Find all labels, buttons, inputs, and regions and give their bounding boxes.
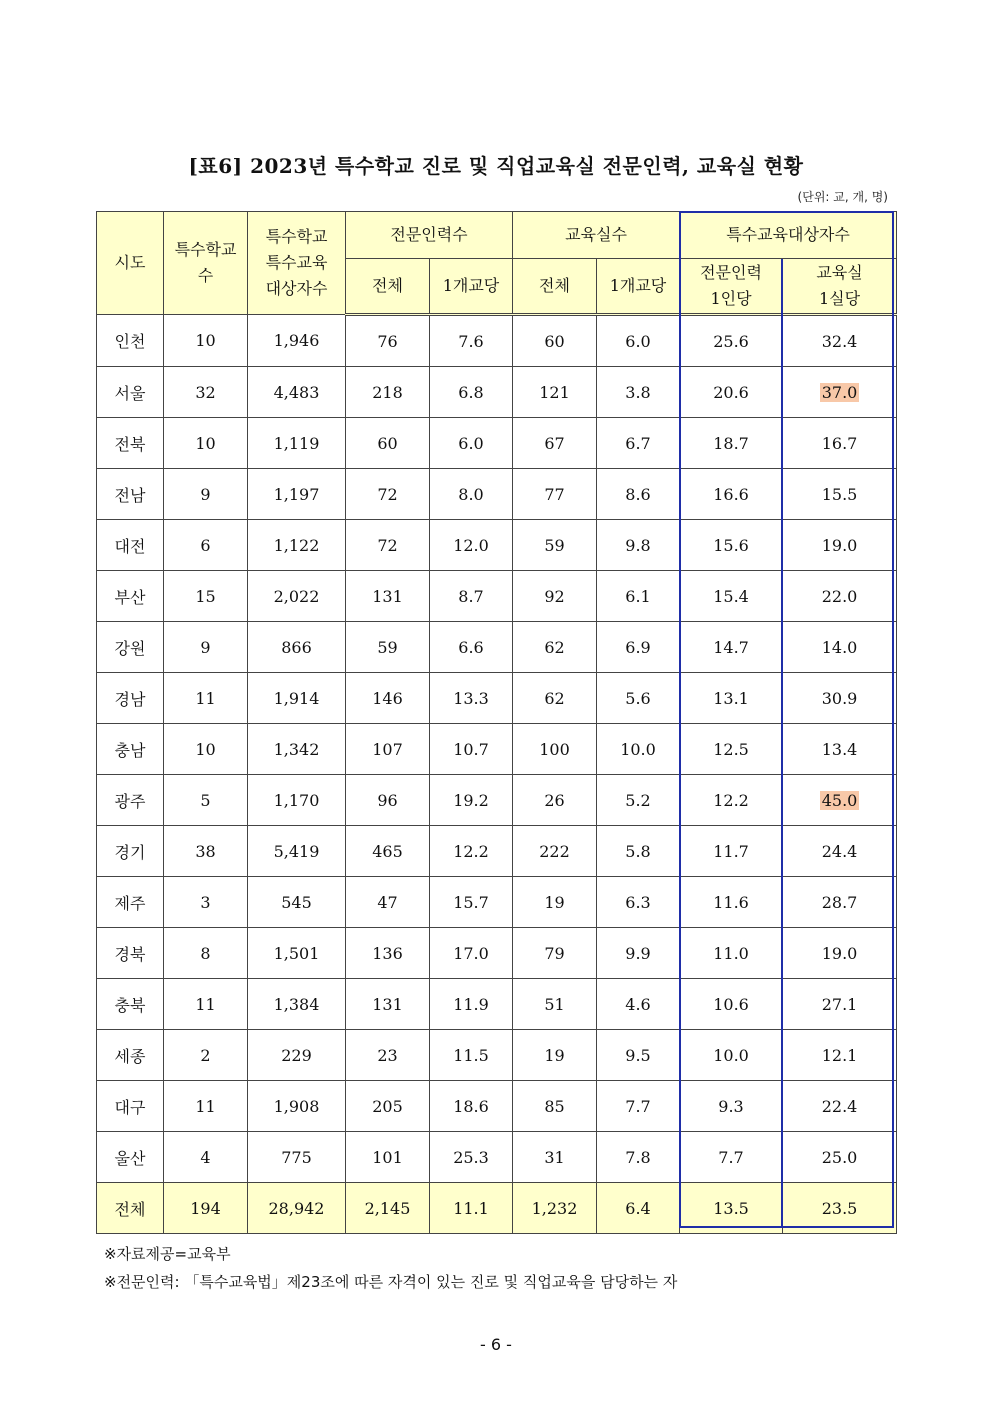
- table-cell: 1,232: [513, 1183, 597, 1234]
- table-cell: 9: [164, 622, 248, 673]
- unit-label: (단위: 교, 개, 명): [797, 190, 888, 204]
- table-cell: 60: [346, 418, 430, 469]
- table-cell: 울산: [97, 1132, 164, 1183]
- table-cell: 5.2: [597, 775, 680, 826]
- table-cell: 8.0: [430, 469, 513, 520]
- table-cell: 16.6: [680, 469, 783, 520]
- table-row: [97, 775, 897, 826]
- notes: [104, 1240, 677, 1296]
- table-cell: 10: [164, 724, 248, 775]
- table-cell: 전남: [97, 469, 164, 520]
- table-cell: 28,942: [248, 1183, 346, 1234]
- table-cell: 205: [346, 1081, 430, 1132]
- table-cell: 465: [346, 826, 430, 877]
- table-cell: 22.0: [783, 571, 897, 622]
- table-cell: 60: [513, 315, 597, 367]
- table-cell: 광주: [97, 775, 164, 826]
- table-cell: 대구: [97, 1081, 164, 1132]
- table-cell: 1,501: [248, 928, 346, 979]
- table-row: [97, 571, 897, 622]
- table-cell: 6.9: [597, 622, 680, 673]
- table-cell: 92: [513, 571, 597, 622]
- table-row: [97, 673, 897, 724]
- table-body: [97, 315, 897, 1234]
- table-row: [97, 315, 897, 367]
- header-region: 시도: [97, 212, 164, 315]
- table-cell: 5: [164, 775, 248, 826]
- table-cell: 충남: [97, 724, 164, 775]
- table-cell: 59: [513, 520, 597, 571]
- table-cell: 7.8: [597, 1132, 680, 1183]
- table-cell: 31: [513, 1132, 597, 1183]
- table-cell: 28.7: [783, 877, 897, 928]
- table-cell: 6.1: [597, 571, 680, 622]
- table-cell: 12.5: [680, 724, 783, 775]
- table-cell: 6.4: [597, 1183, 680, 1234]
- stats-table-container: [96, 211, 896, 1234]
- table-cell: 72: [346, 469, 430, 520]
- table-cell: [783, 367, 897, 418]
- table-cell: 25.0: [783, 1132, 897, 1183]
- table-cell: 10.7: [430, 724, 513, 775]
- table-cell: 11.6: [680, 877, 783, 928]
- table-cell: 6: [164, 520, 248, 571]
- table-cell: 6.0: [597, 315, 680, 367]
- table-cell: 26: [513, 775, 597, 826]
- table-cell: 146: [346, 673, 430, 724]
- table-cell: 866: [248, 622, 346, 673]
- table-cell: 11: [164, 673, 248, 724]
- table-cell: 15: [164, 571, 248, 622]
- table-cell: 23: [346, 1030, 430, 1081]
- table-cell: 13.1: [680, 673, 783, 724]
- table-cell: 15.4: [680, 571, 783, 622]
- table-row: [97, 622, 897, 673]
- table-cell: 13.3: [430, 673, 513, 724]
- table-cell: 12.2: [680, 775, 783, 826]
- table-cell: 20.6: [680, 367, 783, 418]
- table-cell: 9.9: [597, 928, 680, 979]
- table-cell: 131: [346, 571, 430, 622]
- table-cell: 1,342: [248, 724, 346, 775]
- table-cell: 30.9: [783, 673, 897, 724]
- table-cell: 19.2: [430, 775, 513, 826]
- header-school-count: [164, 212, 248, 315]
- table-cell: 13.5: [680, 1183, 783, 1234]
- table-cell: 5,419: [248, 826, 346, 877]
- header-per-staff: [680, 259, 783, 315]
- table-cell: 8: [164, 928, 248, 979]
- table-cell: 101: [346, 1132, 430, 1183]
- header-room-total: 전체: [513, 259, 597, 315]
- table-cell: 775: [248, 1132, 346, 1183]
- table-cell: 강원: [97, 622, 164, 673]
- table-cell: 19: [513, 877, 597, 928]
- table-cell: 11: [164, 979, 248, 1030]
- table-cell: 72: [346, 520, 430, 571]
- table-cell: 96: [346, 775, 430, 826]
- table-row: [97, 418, 897, 469]
- table-cell: 9: [164, 469, 248, 520]
- table-row: [97, 979, 897, 1030]
- header-room-group: 교육실수: [513, 212, 680, 259]
- table-cell: 14.7: [680, 622, 783, 673]
- table-cell: 107: [346, 724, 430, 775]
- table-cell: 6.3: [597, 877, 680, 928]
- table-cell: 3.8: [597, 367, 680, 418]
- table-cell: 32.4: [783, 315, 897, 367]
- table-cell: 32: [164, 367, 248, 418]
- table-cell: 76: [346, 315, 430, 367]
- header-school-count-text: 특수학교수: [174, 240, 237, 285]
- table-cell: 세종: [97, 1030, 164, 1081]
- table-cell: 18.7: [680, 418, 783, 469]
- table-cell: 1,197: [248, 469, 346, 520]
- note-source: ※자료제공=교육부: [104, 1245, 231, 1263]
- table-cell: 7.7: [680, 1132, 783, 1183]
- table-cell: 12.2: [430, 826, 513, 877]
- table-cell: 77: [513, 469, 597, 520]
- table-cell: 11.1: [430, 1183, 513, 1234]
- table-cell: 16.7: [783, 418, 897, 469]
- table-cell: 100: [513, 724, 597, 775]
- table-cell: 24.4: [783, 826, 897, 877]
- table-cell: 4.6: [597, 979, 680, 1030]
- table-cell: 85: [513, 1081, 597, 1132]
- table-row: [97, 1081, 897, 1132]
- table-cell: 전체: [97, 1183, 164, 1234]
- table-cell: 19.0: [783, 928, 897, 979]
- table-cell: 12.1: [783, 1030, 897, 1081]
- table-cell: 62: [513, 622, 597, 673]
- table-row: [97, 469, 897, 520]
- table-cell: 11.0: [680, 928, 783, 979]
- table-cell: 14.0: [783, 622, 897, 673]
- table-cell: 부산: [97, 571, 164, 622]
- table-cell: 27.1: [783, 979, 897, 1030]
- header-ratio-group: 특수교육대상자수: [680, 212, 897, 259]
- table-cell: 대전: [97, 520, 164, 571]
- table-cell: 218: [346, 367, 430, 418]
- table-cell: 136: [346, 928, 430, 979]
- highlighted-value: 45.0: [821, 790, 858, 810]
- table-cell: 79: [513, 928, 597, 979]
- table-cell: 1,908: [248, 1081, 346, 1132]
- table-cell: 194: [164, 1183, 248, 1234]
- table-cell: 9.3: [680, 1081, 783, 1132]
- table-cell: 제주: [97, 877, 164, 928]
- table-row: [97, 928, 897, 979]
- table-cell: 18.6: [430, 1081, 513, 1132]
- header-students: [248, 212, 346, 315]
- table-cell: 19.0: [783, 520, 897, 571]
- table-cell: 10.0: [597, 724, 680, 775]
- page-title: [표6] 2023년 특수학교 진로 및 직업교육실 전문인력, 교육실 현황: [188, 154, 804, 178]
- table-cell: 15.6: [680, 520, 783, 571]
- table-cell: 25.6: [680, 315, 783, 367]
- header-per-room: [783, 259, 897, 315]
- table-cell: 7.6: [430, 315, 513, 367]
- table-cell: 1,170: [248, 775, 346, 826]
- table-cell: 19: [513, 1030, 597, 1081]
- table-cell: 11.7: [680, 826, 783, 877]
- table-cell: 15.7: [430, 877, 513, 928]
- table-cell: 6.6: [430, 622, 513, 673]
- table-cell: 7.7: [597, 1081, 680, 1132]
- note-definition: ※전문인력: 「특수교육법」제23조에 따른 자격이 있는 진로 및 직업교육을 담당하는 자: [104, 1273, 678, 1291]
- header-room-per-school: 1개교당: [597, 259, 680, 315]
- table-cell: 38: [164, 826, 248, 877]
- table-cell: 10.0: [680, 1030, 783, 1081]
- table-cell: 59: [346, 622, 430, 673]
- table-cell: 경남: [97, 673, 164, 724]
- table-cell: 2: [164, 1030, 248, 1081]
- table-row: [97, 520, 897, 571]
- table-cell: 6.7: [597, 418, 680, 469]
- table-cell: 6.0: [430, 418, 513, 469]
- table-cell: 2,022: [248, 571, 346, 622]
- table-cell: 222: [513, 826, 597, 877]
- table-cell: 62: [513, 673, 597, 724]
- table-cell: 인천: [97, 315, 164, 367]
- table-cell: 47: [346, 877, 430, 928]
- table-cell: [783, 775, 897, 826]
- table-cell: 1,384: [248, 979, 346, 1030]
- table-cell: 11.9: [430, 979, 513, 1030]
- table-row: [97, 1030, 897, 1081]
- table-cell: 6.8: [430, 367, 513, 418]
- table-cell: 4,483: [248, 367, 346, 418]
- table-cell: 67: [513, 418, 597, 469]
- table-cell: 545: [248, 877, 346, 928]
- table-cell: 9.8: [597, 520, 680, 571]
- table-cell: 131: [346, 979, 430, 1030]
- table-cell: 1,914: [248, 673, 346, 724]
- table-total-row: [97, 1183, 897, 1234]
- table-cell: 충북: [97, 979, 164, 1030]
- table-row: [97, 1132, 897, 1183]
- header-students-text: 특수학교특수교육대상자수: [265, 227, 328, 298]
- table-cell: 1,119: [248, 418, 346, 469]
- table-cell: 12.0: [430, 520, 513, 571]
- table-cell: 22.4: [783, 1081, 897, 1132]
- page-number: - 6 -: [480, 1335, 512, 1354]
- table-cell: 전북: [97, 418, 164, 469]
- table-cell: 23.5: [783, 1183, 897, 1234]
- table-cell: 5.8: [597, 826, 680, 877]
- table-cell: 121: [513, 367, 597, 418]
- table-row: [97, 724, 897, 775]
- table-cell: 15.5: [783, 469, 897, 520]
- table-cell: 10.6: [680, 979, 783, 1030]
- table-cell: 8.6: [597, 469, 680, 520]
- table-cell: 2,145: [346, 1183, 430, 1234]
- stats-table: [96, 211, 897, 1234]
- table-cell: 10: [164, 315, 248, 367]
- table-cell: 1,122: [248, 520, 346, 571]
- table-cell: 10: [164, 418, 248, 469]
- table-cell: 13.4: [783, 724, 897, 775]
- table-cell: 서울: [97, 367, 164, 418]
- header-staff-per-school: 1개교당: [430, 259, 513, 315]
- table-cell: 8.7: [430, 571, 513, 622]
- table-cell: 11: [164, 1081, 248, 1132]
- table-row: [97, 877, 897, 928]
- header-staff-total: 전체: [346, 259, 430, 315]
- table-cell: 1,946: [248, 315, 346, 367]
- table-row: [97, 826, 897, 877]
- table-cell: 25.3: [430, 1132, 513, 1183]
- table-cell: 9.5: [597, 1030, 680, 1081]
- table-cell: 경기: [97, 826, 164, 877]
- highlighted-value: 37.0: [821, 382, 858, 402]
- table-row: [97, 367, 897, 418]
- table-cell: 11.5: [430, 1030, 513, 1081]
- table-cell: 3: [164, 877, 248, 928]
- table-cell: 5.6: [597, 673, 680, 724]
- header-per-staff-text: 전문인력1인당: [700, 263, 762, 308]
- table-cell: 17.0: [430, 928, 513, 979]
- table-cell: 경북: [97, 928, 164, 979]
- table-cell: 229: [248, 1030, 346, 1081]
- table-cell: 4: [164, 1132, 248, 1183]
- header-per-room-text: 교육실1실당: [816, 263, 863, 308]
- header-staff-group: 전문인력수: [346, 212, 513, 259]
- table-cell: 51: [513, 979, 597, 1030]
